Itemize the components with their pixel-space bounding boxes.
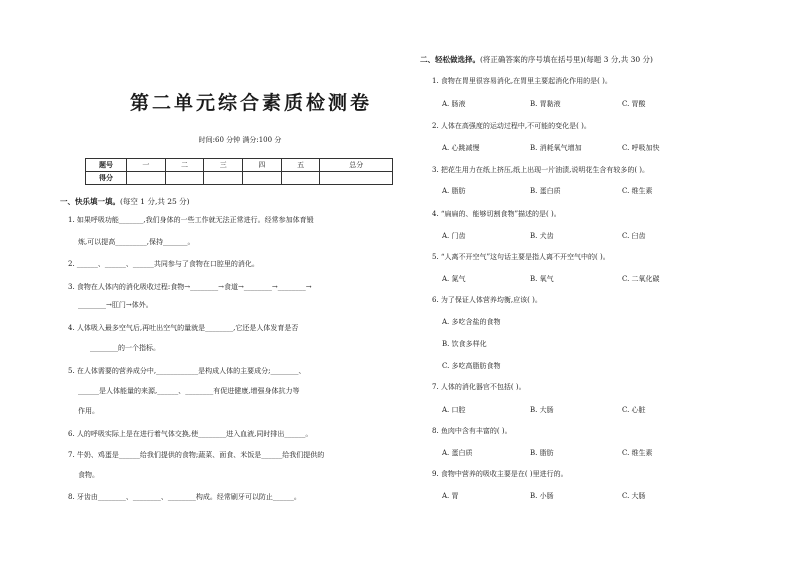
- choice-question: 9. 食物中营养的吸收主要是在( )里进行的。: [432, 470, 568, 478]
- fill-line: 5. 在人体需要的营养成分中,____________是构成人体的主要成分;________、: [68, 367, 306, 375]
- choice-question: 5. “人离不开空气”这句话主要是指人离不开空气中的( )。: [432, 253, 610, 261]
- choice-options: [442, 143, 742, 153]
- section2-note: (将正确答案的序号填在括号里)(每题 3 分,共 30 分): [480, 55, 653, 64]
- option-c[interactable]: C. 维生素: [622, 187, 653, 195]
- option-b[interactable]: B. 小肠: [530, 492, 554, 500]
- section1-title: 一、快乐填一填。: [60, 197, 120, 206]
- fill-line: ________的一个指标。: [90, 344, 160, 352]
- choice-question: 8. 鱼肉中含有丰富的( )。: [432, 427, 512, 435]
- option-b[interactable]: B. 胃黏液: [530, 100, 561, 108]
- fill-line: 7. 牛奶、鸡蛋是______给我们提供的食物;蔬菜、面食、米饭是______给我们提供的: [68, 451, 325, 459]
- option-a[interactable]: A. 门齿: [442, 232, 466, 240]
- choice-options: [442, 231, 742, 241]
- score-header-cell: 题号: [86, 159, 127, 172]
- option-a[interactable]: A. 脂肪: [442, 187, 466, 195]
- score-header-cell: 五: [281, 159, 320, 172]
- score-cell[interactable]: [243, 172, 282, 185]
- option-c[interactable]: C. 大肠: [622, 492, 646, 500]
- option-b[interactable]: B. 脂肪: [530, 449, 554, 457]
- exam-meta: 时间:60 分钟 满分:100 分: [198, 136, 282, 144]
- choice-question: 3. 把花生用力在纸上挤压,纸上出现一片油渍,说明花生含有较多的( )。: [432, 166, 650, 174]
- choice-options: [442, 491, 742, 501]
- score-cell[interactable]: [165, 172, 204, 185]
- option-c[interactable]: C. 二氧化碳: [622, 275, 660, 283]
- option-c[interactable]: C. 臼齿: [622, 232, 646, 240]
- section2-title: 二、轻松做选择。: [420, 55, 480, 64]
- choice-options: [442, 99, 742, 109]
- score-cell[interactable]: [204, 172, 243, 185]
- left-column: [60, 0, 400, 561]
- section2-heading: [420, 54, 653, 65]
- fill-line: 炼,可以提高_________,保持_______。: [78, 238, 195, 246]
- option-b[interactable]: B. 氧气: [530, 275, 554, 283]
- option-a[interactable]: A. 多吃含盐的食物: [442, 318, 501, 326]
- option-c[interactable]: C. 胃酸: [622, 100, 646, 108]
- choice-question: 4. “扁扁的、能够切割食物”描述的是( )。: [432, 210, 561, 218]
- section1-heading: [60, 196, 190, 207]
- score-header-cell: 二: [165, 159, 204, 172]
- fill-line: 3. 食物在人体内的消化吸收过程:食物→________→食道→________→________→: [68, 283, 312, 291]
- option-c[interactable]: C. 维生素: [622, 449, 653, 457]
- option-a[interactable]: A. 蛋白质: [442, 449, 473, 457]
- section1-note: (每空 1 分,共 25 分): [120, 197, 190, 206]
- fill-line: 8. 牙齿由________、________、________构成。经常刷牙可以防止______。: [68, 493, 301, 501]
- choice-question: 1. 食物在胃里很容易消化,在胃里主要起消化作用的是( )。: [432, 77, 612, 85]
- choice-options: [442, 405, 742, 415]
- option-b[interactable]: B. 消耗氧气增加: [530, 144, 582, 152]
- option-b[interactable]: B. 大肠: [530, 406, 554, 414]
- score-cell[interactable]: [281, 172, 320, 185]
- fill-line: 2. ______、______、______共同参与了食物在口腔里的消化。: [68, 260, 259, 268]
- fill-line: 6. 人的呼吸实际上是在进行着气体交换,使________进入血液,同时排出______。: [68, 430, 313, 438]
- option-c[interactable]: C. 心脏: [622, 406, 646, 414]
- score-header-cell: 三: [204, 159, 243, 172]
- option-a[interactable]: A. 肠液: [442, 100, 466, 108]
- option-a[interactable]: A. 心跳减慢: [442, 144, 480, 152]
- option-a[interactable]: A. 氮气: [442, 275, 466, 283]
- score-cell[interactable]: [127, 172, 166, 185]
- page-title: 第二单元综合素质检测卷: [130, 92, 373, 114]
- option-b[interactable]: B. 犬齿: [530, 232, 554, 240]
- option-c[interactable]: C. 多吃高脂肪食物: [442, 362, 501, 370]
- fill-line: ________→肛门→体外。: [78, 301, 153, 309]
- score-cell[interactable]: [320, 172, 393, 185]
- score-header-cell: 总分: [320, 159, 393, 172]
- option-c[interactable]: C. 呼吸加快: [622, 144, 660, 152]
- option-b[interactable]: B. 蛋白质: [530, 187, 561, 195]
- fill-line: ______是人体能量的来源,______、________有促进健康,增强身体抗力等: [78, 387, 300, 395]
- fill-line: 作用。: [78, 407, 99, 415]
- choice-question: 6. 为了保证人体营养均衡,应该( )。: [432, 296, 542, 304]
- option-a[interactable]: A. 口腔: [442, 406, 466, 414]
- fill-line: 1. 如果呼吸功能_______,我们身体的一些工作就无法正常进行。经常参加体育锻: [68, 216, 314, 224]
- fill-line: 4. 人体吸入最多空气后,再吐出空气的量就是________,它还是人体发育是否: [68, 324, 299, 332]
- choice-options: [442, 448, 742, 458]
- choice-question: 2. 人体在高强度的运动过程中,不可能的变化是( )。: [432, 122, 591, 130]
- option-a[interactable]: A. 胃: [442, 492, 459, 500]
- choice-options: [442, 186, 742, 196]
- score-table-header-row: [86, 159, 393, 172]
- choice-question: 7. 人体的消化器官不包括( )。: [432, 383, 526, 391]
- score-row-label: 得分: [86, 172, 127, 185]
- fill-line: 食物。: [78, 471, 99, 479]
- score-header-cell: 一: [127, 159, 166, 172]
- right-column: [420, 0, 770, 561]
- score-header-cell: 四: [243, 159, 282, 172]
- score-table-score-row: [86, 172, 393, 185]
- option-b[interactable]: B. 饮食多样化: [442, 340, 487, 348]
- choice-options: [442, 274, 742, 284]
- score-table: [85, 158, 393, 185]
